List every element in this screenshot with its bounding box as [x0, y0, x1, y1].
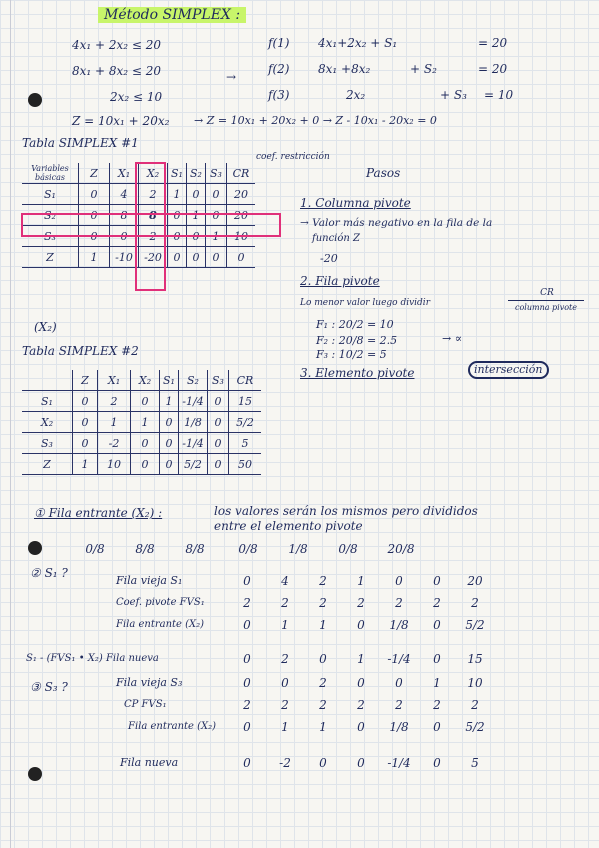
fn-label-2: f(2) [268, 62, 290, 76]
value-cell: 0 [357, 756, 365, 770]
value-cell: 0 [319, 756, 327, 770]
table-cell: 4 [110, 184, 139, 205]
value-cell: -2 [279, 756, 291, 770]
page-title: Método SIMPLEX : [98, 8, 246, 22]
row-label: Fila nueva [120, 756, 179, 769]
table-cell: 0 [168, 247, 187, 268]
table-cell: 0 [206, 247, 227, 268]
value-cell: 0 [357, 618, 365, 632]
table-cell: 1 [73, 454, 98, 475]
table-cell: 0 [79, 184, 110, 205]
table-cell: 1 [206, 226, 227, 247]
value-cell: 8/8 [185, 542, 205, 556]
value-cell: 1 [319, 720, 327, 734]
value-cell: 0 [243, 720, 251, 734]
value-cell: 20/8 [387, 542, 415, 556]
value-cell: 0 [395, 574, 403, 588]
table-cell: 0 [73, 433, 98, 454]
rhs-1: = 20 [478, 36, 508, 50]
value-cell: 0/8 [85, 542, 105, 556]
value-cell: 0 [243, 652, 251, 666]
value-cell: 2 [281, 652, 289, 666]
table1-note: coef. restricción [256, 152, 330, 162]
value-cell: 20 [467, 574, 483, 588]
table-cell: 0 [168, 226, 187, 247]
value-cell: 0 [395, 676, 403, 690]
value-cell: -1/4 [387, 756, 411, 770]
item-1-text2: entre el elemento pivote [214, 519, 363, 533]
value-cell: 0/8 [338, 542, 358, 556]
header-cell: Z [73, 370, 98, 391]
rhs-3: = 10 [484, 88, 514, 102]
value-cell: 2 [243, 596, 251, 610]
new-row-s1 [228, 652, 494, 666]
header-cell: Variables básicas [22, 163, 79, 184]
table-cell: 5/2 [179, 454, 208, 475]
table-cell: 1 [79, 247, 110, 268]
rhs-2: = 20 [478, 62, 508, 76]
table-cell: 2 [98, 391, 131, 412]
pivot-coef-row-s1 [228, 596, 494, 610]
constraint-1: 4x₁ + 2x₂ ≤ 20 [72, 38, 162, 52]
table-cell: 10 [98, 454, 131, 475]
old-row-s3 [228, 676, 494, 690]
value-cell: 2 [471, 698, 479, 712]
table2-title: Tabla SIMPLEX #2 [22, 344, 139, 358]
value-cell: 2 [395, 698, 403, 712]
table-cell: 1 [187, 205, 206, 226]
table-cell: 15 [229, 391, 262, 412]
table-cell: -1/4 [179, 391, 208, 412]
value-cell: 0 [243, 756, 251, 770]
row-label: Fila entrante (X₂) [128, 721, 217, 732]
fn-label-3: f(3) [268, 88, 290, 102]
table-cell: 2 [139, 226, 168, 247]
table-cell: S₁ [22, 391, 73, 412]
value-cell: 4 [281, 574, 289, 588]
table-cell: -2 [98, 433, 131, 454]
binder-hole [28, 541, 42, 555]
table-cell: -1/4 [179, 433, 208, 454]
table-cell: 1 [160, 391, 179, 412]
row-label: Coef. pivote FVS₁ [116, 597, 205, 608]
table-cell: 0 [131, 454, 160, 475]
old-row-s1 [228, 574, 494, 588]
table-cell: 0 [206, 205, 227, 226]
step-2-text: Lo menor valor luego dividir [300, 298, 430, 308]
std-constraint-1: 4x₁+2x₂ + S₁ [318, 36, 398, 50]
pivot-element: 8 [139, 205, 168, 226]
value-cell: 2 [357, 596, 365, 610]
value-cell: 1/8 [389, 618, 409, 632]
table-cell: 0 [208, 433, 229, 454]
step-2: 2. Fila pivote [300, 274, 380, 288]
step-1: 1. Columna pivote [300, 196, 411, 210]
value-cell: 0 [357, 720, 365, 734]
table-cell: 0 [208, 454, 229, 475]
row-label: Fila vieja S₃ [116, 676, 183, 689]
header-cell: X₂ [139, 163, 168, 184]
divided-row [70, 542, 426, 556]
value-cell: 2 [281, 596, 289, 610]
table-cell: 2 [139, 184, 168, 205]
entering-row-1 [228, 618, 494, 632]
step-2-frac-bottom: columna pivote [514, 303, 578, 312]
step-3: 3. Elemento pivote [300, 366, 415, 380]
table-cell: S₂ [22, 205, 79, 226]
value-cell: 0 [433, 618, 441, 632]
row-label: Fila entrante (X₂) [116, 619, 205, 630]
header-cell: Z [79, 163, 110, 184]
value-cell: 2 [319, 698, 327, 712]
row-label: CP FVS₁ [124, 699, 167, 710]
value-cell: 0 [357, 676, 365, 690]
header-cell: CR [229, 370, 262, 391]
value-cell: 2 [471, 596, 479, 610]
value-cell: 0 [433, 652, 441, 666]
value-cell: 2 [433, 698, 441, 712]
value-cell: -1/4 [387, 652, 411, 666]
value-cell: 2 [281, 698, 289, 712]
table-cell: -20 [139, 247, 168, 268]
value-cell: 0 [433, 574, 441, 588]
value-cell: 1/8 [389, 720, 409, 734]
pivot-row-highlight [21, 213, 281, 237]
table-cell: 1/8 [179, 412, 208, 433]
value-cell: 15 [467, 652, 483, 666]
table-cell: 0 [110, 226, 139, 247]
table-cell: 0 [187, 247, 206, 268]
item-1-label: ① Fila entrante (X₂) : [34, 506, 163, 520]
constraint-2: 8x₁ + 8x₂ ≤ 20 [72, 64, 162, 78]
value-cell: 2 [433, 596, 441, 610]
table-cell: 0 [131, 391, 160, 412]
table-cell: 0 [206, 184, 227, 205]
table-cell: 1 [131, 412, 160, 433]
table-cell: 0 [208, 391, 229, 412]
step-2-frac-top: CR [540, 288, 554, 298]
table-cell: 10 [227, 226, 256, 247]
value-cell: 5 [471, 756, 479, 770]
table-cell: 5/2 [229, 412, 262, 433]
table-cell: 0 [79, 205, 110, 226]
value-cell: 1 [281, 618, 289, 632]
table-cell: 8 [110, 205, 139, 226]
table-cell: S₃ [22, 226, 79, 247]
item-3-label: ③ S₃ ? [30, 680, 68, 694]
slack-2: + S₂ [410, 62, 437, 76]
item-2-label: ② S₁ ? [30, 566, 68, 580]
ratio-f1: F₁ : 20/2 = 10 [316, 318, 394, 331]
std-constraint-2: 8x₁ +8x₂ [318, 62, 371, 76]
value-cell: 2 [319, 574, 327, 588]
table-cell: 20 [227, 205, 256, 226]
std-constraint-3: 2x₂ [346, 88, 366, 102]
table-cell: -10 [110, 247, 139, 268]
value-cell: 0/8 [238, 542, 258, 556]
table-cell: X₂ [22, 412, 73, 433]
header-cell: S₂ [187, 163, 206, 184]
entering-row-2 [228, 720, 494, 734]
table-cell: 0 [131, 433, 160, 454]
value-cell: 2 [357, 698, 365, 712]
table-cell: 20 [227, 184, 256, 205]
header-cell: CR [227, 163, 256, 184]
value-cell: 2 [319, 676, 327, 690]
item-1-text: los valores serán los mismos pero divididos [214, 504, 478, 518]
value-cell: 0 [243, 574, 251, 588]
value-cell: 0 [433, 756, 441, 770]
value-cell: 2 [319, 596, 327, 610]
ratio-f2: F₂ : 20/8 = 2.5 [316, 334, 398, 347]
value-cell: 5/2 [465, 618, 485, 632]
table-cell: 0 [73, 412, 98, 433]
table-cell: 0 [79, 226, 110, 247]
table-cell: 5 [229, 433, 262, 454]
table-cell: 1 [98, 412, 131, 433]
value-cell: 10 [467, 676, 483, 690]
table-cell: 50 [229, 454, 262, 475]
step-1-value: -20 [320, 252, 338, 265]
constraint-3: 2x₂ ≤ 10 [110, 90, 163, 104]
objective-standard: → Z = 10x₁ + 20x₂ + 0 → Z - 10x₁ - 20x₂ = 0 [194, 114, 437, 127]
simplex-table-2 [22, 370, 261, 475]
row-label: Fila vieja S₁ [116, 574, 183, 587]
value-cell: 5/2 [465, 720, 485, 734]
page-margin-line [10, 0, 11, 848]
step-3-circled: intersección [468, 361, 549, 379]
step-1-text2: función Z [312, 233, 360, 244]
entering-variable-mark: (X₂) [34, 320, 57, 334]
value-cell: 1 [281, 720, 289, 734]
table-cell: S₃ [22, 433, 73, 454]
header-cell: X₂ [131, 370, 160, 391]
slack-3: + S₃ [440, 88, 467, 102]
table-cell: Z [22, 247, 79, 268]
header-cell: X₁ [98, 370, 131, 391]
value-cell: 0 [281, 676, 289, 690]
fn-label-1: f(1) [268, 36, 290, 50]
value-cell: 1/8 [288, 542, 308, 556]
table-cell: 0 [160, 433, 179, 454]
table-cell: 1 [168, 184, 187, 205]
header-cell: S₁ [160, 370, 179, 391]
table-cell: 0 [208, 412, 229, 433]
step-1-text: → Valor más negativo en la fila de la [300, 217, 493, 229]
arrow: → [226, 70, 237, 84]
table-cell: 0 [227, 247, 256, 268]
value-cell: 2 [243, 698, 251, 712]
header-cell: S₃ [206, 163, 227, 184]
header-cell: X₁ [110, 163, 139, 184]
header-cell: S₃ [208, 370, 229, 391]
row-label: S₁ - (FVS₁ • X₂) Fila nueva [26, 653, 159, 664]
steps-title: Pasos [366, 166, 401, 180]
value-cell: 0 [243, 676, 251, 690]
header-cell [22, 370, 73, 391]
table-cell: 0 [73, 391, 98, 412]
table-cell: S₁ [22, 184, 79, 205]
table-cell: 0 [160, 454, 179, 475]
table-cell: 0 [160, 412, 179, 433]
new-row-s3 [228, 756, 494, 770]
table-cell: 0 [168, 205, 187, 226]
objective-function: Z = 10x₁ + 20x₂ [72, 114, 170, 128]
value-cell: 1 [357, 652, 365, 666]
value-cell: 0 [243, 618, 251, 632]
value-cell: 0 [319, 652, 327, 666]
value-cell: 1 [319, 618, 327, 632]
pivot-coef-row-s3 [228, 698, 494, 712]
binder-hole [28, 93, 42, 107]
ratio-f2-arrow: → ∝ [442, 332, 463, 345]
table-cell: 0 [187, 184, 206, 205]
header-cell: S₂ [179, 370, 208, 391]
value-cell: 1 [433, 676, 441, 690]
header-cell: S₁ [168, 163, 187, 184]
value-cell: 2 [395, 596, 403, 610]
value-cell: 8/8 [135, 542, 155, 556]
binder-hole [28, 767, 42, 781]
table1-title: Tabla SIMPLEX #1 [22, 136, 139, 150]
value-cell: 0 [433, 720, 441, 734]
table-cell: 0 [187, 226, 206, 247]
table-cell: Z [22, 454, 73, 475]
value-cell: 1 [357, 574, 365, 588]
ratio-f3: F₃ : 10/2 = 5 [316, 348, 387, 361]
